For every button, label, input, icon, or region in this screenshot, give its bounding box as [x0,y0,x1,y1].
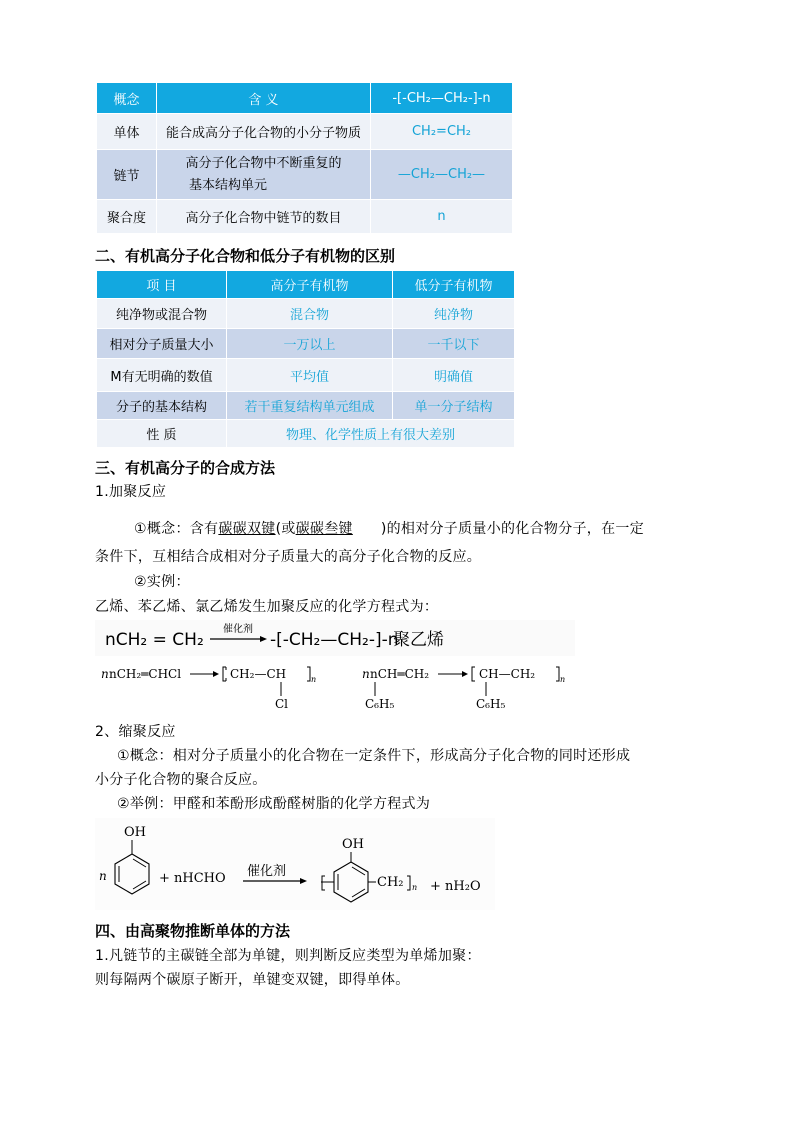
eq3-reactant-sub: C₆H₅ [365,697,395,711]
row-unit-concept: 链节 [97,150,157,200]
eq2-n: n [311,675,317,684]
comparison-table [96,270,515,448]
example-intro: 乙烯、苯乙烯、氯乙烯发生加聚反应的化学方程式为： [95,599,439,615]
product-n: n [412,883,418,892]
row-low: 单一分子结构 [393,392,515,420]
eq4-catalyst: 催化剂 [247,864,287,879]
phenolic-resin-equation [95,818,495,910]
row-high: 平均值 [227,359,393,392]
water-product: + nH₂O [430,879,481,894]
eq1-product: -[-CH₂—CH₂-]-n [270,630,399,650]
row-low: 明确值 [393,359,515,392]
row-unit-meaning-line1: 高分子化合物中不断重复的 [185,155,342,171]
eq3-n: n [560,675,566,684]
row-high: 混合物 [227,299,393,329]
poly-concept-line1: ①概念：相对分子质量小的化合物在一定条件下，形成高分子化合物的同时还形成 [117,748,631,764]
row-low: 纯净物 [393,299,515,329]
header-low: 低分子有机物 [393,271,515,299]
header-meaning: 含 义 [157,83,371,114]
row-degree-concept: 聚合度 [97,200,157,234]
concept-table [96,82,513,234]
example-label: ②实例： [134,574,190,590]
row-degree-formula: n [371,200,513,234]
eq1-reactant: nCH₂ = CH₂ [105,630,204,650]
row-low: 一千以下 [393,329,515,359]
eq1-name: 聚乙烯 [393,630,444,650]
header-high: 高分子有机物 [227,271,393,299]
row-monomer-formula: CH₂=CH₂ [371,114,513,150]
concept-rest: )的相对分子质量小的化合物分子，在一定 [380,521,644,537]
svg-text:n: n [101,667,109,681]
or-text: (或 [275,521,296,537]
addition-concept-line1 [134,518,644,538]
row-unit-meaning [157,150,371,200]
ethylene-equation [95,620,575,656]
row-item: 纯净物或混合物 [97,299,227,329]
eq3-product-sub: C₆H₅ [476,697,506,711]
eq1-catalyst: 催化剂 [223,624,253,635]
header-formula: -[-CH₂—CH₂-]-n [371,83,513,114]
product-ch2: CH₂ [377,875,404,890]
section2-title: 二、有机高分子化合物和低分子有机物的区别 [95,247,396,265]
section4-line2: 则每隔两个碳原子断开，单键变双键，即得单体。 [95,972,410,988]
triple-bond-term: 碳碳叁键 [295,521,353,537]
vinyl-chloride-equation [95,658,335,714]
row-item: 相对分子质量大小 [97,329,227,359]
row-monomer-meaning: 能合成高分子化合物的小分子物质 [157,114,371,150]
section4-title: 四、由高聚物推断单体的方法 [95,922,291,940]
sub1-title: 1.加聚反应 [95,484,167,500]
poly-example: ②举例：甲醛和苯酚形成酚醛树脂的化学方程式为 [117,796,431,812]
row-monomer-concept: 单体 [97,114,157,150]
header-concept: 概念 [97,83,157,114]
svg-text:n: n [362,667,370,681]
eq2-sub: Cl [275,697,289,711]
section4-line1: 1.凡链节的主碳链全部为单键，则判断反应类型为单烯加聚： [95,948,481,964]
section3-title: 三、有机高分子的合成方法 [95,459,276,477]
row-degree-meaning: 高分子化合物中链节的数目 [157,200,371,234]
row-unit-formula: —CH₂—CH₂— [371,150,513,200]
sub2-title: 2、缩聚反应 [95,724,176,740]
product-oh: OH [342,837,364,852]
addition-concept-line2: 条件下，互相结合成相对分子质量大的高分子化合物的反应。 [95,549,482,565]
concept-prefix: ①概念：含有 [134,521,219,537]
row-unit-meaning-line2: 基本结构单元 [189,177,268,193]
row-merged: 物理、化学性质上有很大差别 [227,420,515,448]
phenol-oh: OH [124,825,146,840]
row-item: M有无明确的数值 [97,359,227,392]
eq2-reactant: nCH₂═CHCl [109,667,182,681]
row-item: 性 质 [97,420,227,448]
phenol-n: n [99,869,107,883]
eq3-product: CH—CH₂ [479,667,536,681]
header-item: 项 目 [97,271,227,299]
row-item: 分子的基本结构 [97,392,227,420]
eq2-product: CH₂—CH [230,667,287,681]
double-bond-term: 碳碳双键 [218,521,276,537]
plus-hcho: + nHCHO [159,871,226,886]
row-high: 一万以上 [227,329,393,359]
eq3-reactant: nCH═CH₂ [370,667,430,681]
poly-concept-line2: 小分子化合物的聚合反应。 [95,772,267,788]
styrene-equation [360,658,575,714]
row-high: 若干重复结构单元组成 [227,392,393,420]
